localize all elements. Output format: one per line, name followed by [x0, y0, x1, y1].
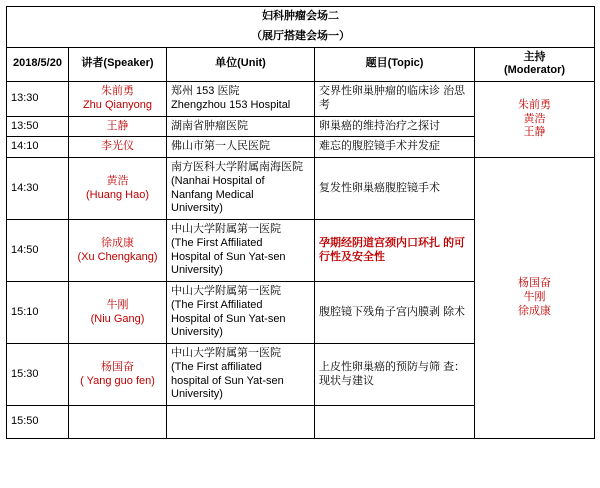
unit-line: 佛山市第一人民医院: [171, 140, 270, 153]
speaker-name-cn: 朱前勇: [101, 85, 134, 97]
moderator-name: 杨国奋: [518, 277, 552, 290]
unit-line: (The First Affiliated: [171, 298, 263, 311]
row-time: 15:50: [7, 406, 69, 439]
unit-line: Hospital of Sun Yat-sen: [171, 250, 286, 263]
unit-line: 中山大学附属第一医院: [171, 223, 281, 235]
topic-line: 治思考: [319, 85, 466, 111]
speaker-name-cn: 牛刚: [106, 298, 129, 311]
row-topic: [315, 344, 475, 406]
topic-line: 腹腔镜下残角子宫内膜剥: [319, 305, 440, 318]
unit-line: Zhengzhou 153 Hospital: [171, 98, 291, 111]
page-subtitle: （展厅搭建会场一）: [7, 27, 595, 47]
row-unit: [167, 158, 315, 220]
row-unit: [167, 220, 315, 282]
row-unit: [167, 282, 315, 344]
row-time: 15:30: [7, 344, 69, 406]
topic-line: 除术: [443, 305, 466, 318]
table-row: [7, 82, 595, 117]
moderator-name: 黄浩: [523, 112, 546, 125]
moderator-group-1: [475, 82, 595, 158]
unit-line: 郑州 153 医院: [171, 85, 240, 97]
moderator-group-2: [475, 158, 595, 439]
column-header-topic: 题目(Topic): [315, 47, 475, 82]
unit-line: University): [171, 264, 223, 277]
speaker-name-cn: 李光仪: [101, 140, 134, 153]
row-topic: [315, 282, 475, 344]
unit-line: Hospital of Sun Yat-sen: [171, 312, 286, 325]
unit-line: (Nanhai Hospital of: [171, 174, 265, 187]
row-speaker: [69, 344, 167, 406]
column-header-moderator: [475, 47, 595, 82]
row-topic: [315, 82, 475, 117]
row-speaker: [69, 158, 167, 220]
speaker-name-cn: 杨国奋: [101, 360, 134, 373]
row-speaker: [69, 137, 167, 158]
title-row: [7, 7, 595, 27]
topic-line: 卵巢癌的维持治疗之探讨: [319, 119, 440, 132]
subtitle-row: [7, 27, 595, 47]
row-topic: [315, 158, 475, 220]
row-topic: [315, 116, 475, 137]
column-header-unit: 单位(Unit): [167, 47, 315, 82]
topic-line: 交界性卵巢肿瘤的临床诊: [319, 85, 440, 97]
topic-line: 孕期经阴道宫颈内口环扎: [319, 236, 440, 249]
unit-line: 南方医科大学附属南海医院: [171, 161, 303, 173]
column-header-moderator-line2: (Moderator): [503, 64, 566, 77]
unit-line: (The First Affiliated: [171, 236, 263, 249]
row-unit: [167, 137, 315, 158]
speaker-name-en: (Niu Gang): [90, 312, 145, 325]
speaker-name-en: (Huang Hao): [86, 188, 149, 201]
row-time: 13:30: [7, 82, 69, 117]
row-speaker: [69, 282, 167, 344]
speaker-name-en: ( Yang guo fen): [80, 374, 155, 387]
topic-line: 难忘的腹腔镜手术并发症: [319, 140, 440, 153]
column-header-date: 2018/5/20: [7, 47, 69, 82]
unit-line: (The First affiliated: [171, 360, 262, 373]
unit-line: 中山大学附属第一医院: [171, 285, 281, 297]
unit-line: University): [171, 202, 223, 215]
unit-line: Nanfang Medical: [171, 188, 254, 201]
topic-line: 上皮性卵巢癌的预防与筛: [319, 360, 440, 373]
row-time: 14:30: [7, 158, 69, 220]
speaker-name-en: Zhu Qianyong: [82, 98, 153, 111]
speaker-name-en: (Xu Chengkang): [77, 250, 158, 263]
row-topic: [315, 406, 475, 439]
speaker-name-cn: 徐成康: [101, 236, 134, 249]
moderator-name: 王静: [523, 126, 546, 139]
table-header-row: [7, 47, 595, 82]
row-topic: [315, 137, 475, 158]
row-unit: [167, 116, 315, 137]
topic-line: 的可行性及安全性: [319, 236, 466, 263]
row-time: 14:50: [7, 220, 69, 282]
schedule-table: [6, 6, 595, 439]
table-row: [7, 158, 595, 220]
speaker-name-cn: 王静: [106, 119, 129, 132]
unit-line: University): [171, 388, 223, 401]
row-unit: [167, 406, 315, 439]
row-speaker: [69, 82, 167, 117]
row-unit: [167, 344, 315, 406]
row-speaker: [69, 116, 167, 137]
row-time: 14:10: [7, 137, 69, 158]
row-topic: [315, 220, 475, 282]
row-time: 13:50: [7, 116, 69, 137]
unit-line: 中山大学附属第一医院: [171, 347, 281, 359]
row-speaker: [69, 406, 167, 439]
moderator-name: 徐成康: [518, 304, 552, 317]
unit-line: hospital of Sun Yat-sen: [171, 374, 284, 387]
moderator-name: 牛刚: [523, 291, 546, 304]
topic-line: 查：现状与建议: [319, 360, 466, 387]
unit-line: University): [171, 326, 223, 339]
column-header-moderator-line1: 主持: [523, 50, 546, 63]
column-header-speaker: 讲者(Speaker): [69, 47, 167, 82]
row-unit: [167, 82, 315, 117]
speaker-name-cn: 黄浩: [106, 174, 129, 187]
page-title: 妇科肿瘤会场二: [7, 7, 595, 27]
row-speaker: [69, 220, 167, 282]
moderator-name: 朱前勇: [518, 98, 552, 111]
unit-line: 湖南省肿瘤医院: [171, 119, 248, 132]
row-time: 15:10: [7, 282, 69, 344]
topic-line: 复发性卵巢癌腹腔镜手术: [319, 181, 440, 194]
